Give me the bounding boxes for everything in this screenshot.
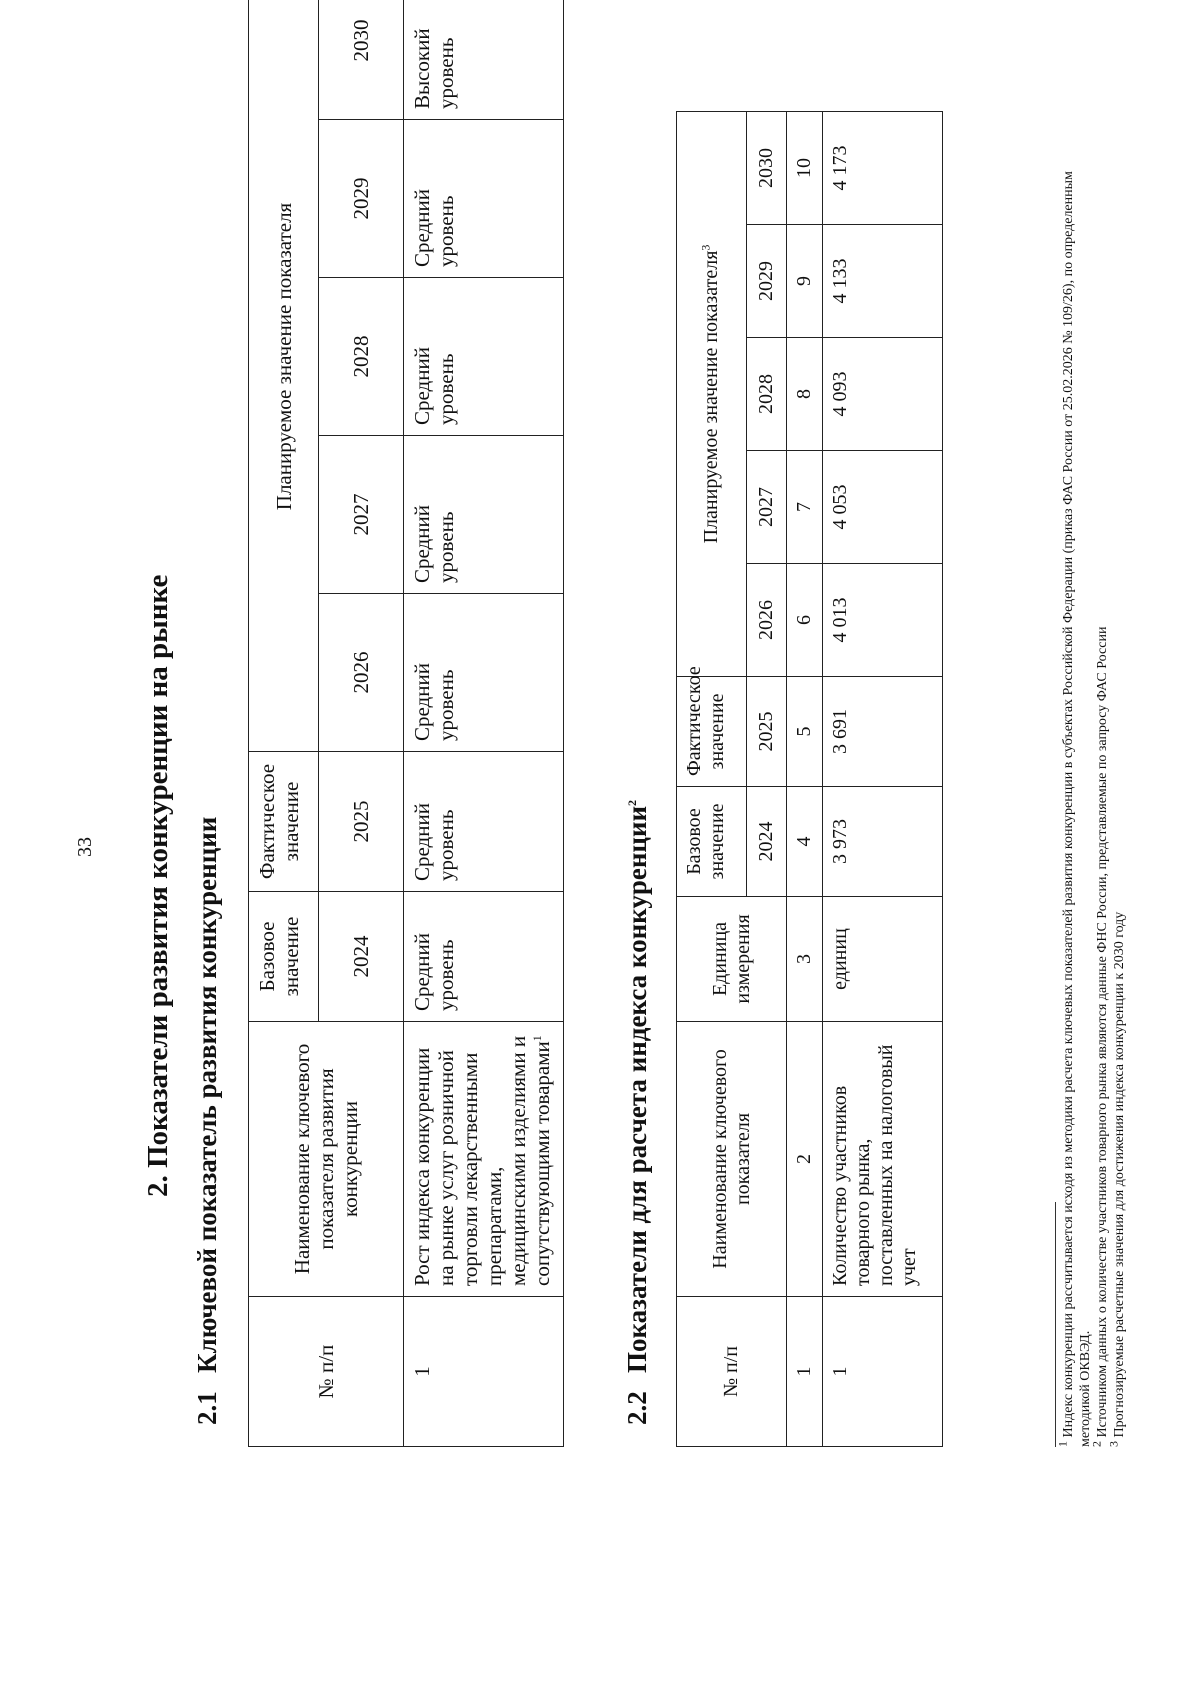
column-index: 4 <box>787 787 823 897</box>
row-number: 1 <box>823 1297 943 1447</box>
year-cell: 2030 <box>319 0 404 120</box>
value-cell: 4 053 <box>823 451 943 564</box>
competition-index-table <box>676 111 943 1447</box>
header-base-value: Базовое значение <box>249 892 319 1022</box>
year-cell: 2026 <box>747 564 787 677</box>
footnote-separator <box>1055 1202 1056 1447</box>
value-cell: Средний уровень <box>404 436 564 594</box>
value-cell: 3 973 <box>823 787 943 897</box>
value-cell: Средний уровень <box>404 594 564 752</box>
header-planned-value <box>677 111 747 676</box>
page-number: 33 <box>74 837 96 857</box>
column-index: 9 <box>787 225 823 338</box>
column-index: 8 <box>787 338 823 451</box>
footnote-ref-1: 1 <box>530 1035 544 1042</box>
header-base-value: Базовое значение <box>677 787 747 897</box>
year-cell: 2027 <box>319 436 404 594</box>
indicator-name: Рост индекса конкуренции на рынке услуг розничной торговли лекарственными препаратами, медицинскими изделиями и сопутствующими товарами <box>410 1035 554 1286</box>
footnotes <box>1055 117 1128 1447</box>
value-cell: 4 013 <box>823 564 943 677</box>
subsection-number: 2.1 <box>192 1391 222 1425</box>
value-cell: 3 691 <box>823 677 943 787</box>
value-cell: Высокий уровень <box>404 0 564 120</box>
footnote-text: Прогнозируемые расчетные значения для достижения индекса конкуренции к 2030 году <box>1112 911 1127 1438</box>
value-cell: 4 173 <box>823 111 943 224</box>
value-cell: Средний уровень <box>404 752 564 892</box>
header-indicator-name: Наименование ключевого показателя развития конкуренции <box>249 1022 404 1297</box>
value-cell: Средний уровень <box>404 892 564 1022</box>
subsection-2-1-title <box>192 817 223 1425</box>
column-index: 1 <box>787 1297 823 1447</box>
year-cell: 2025 <box>319 752 404 892</box>
subsection-number: 2.2 <box>622 1391 652 1425</box>
key-indicator-table <box>248 0 564 1447</box>
header-fact-value: Фактическое значение <box>677 677 747 787</box>
year-cell: 2026 <box>319 594 404 752</box>
column-index: 5 <box>787 677 823 787</box>
header-fact-value: Фактическое значение <box>249 752 319 892</box>
year-cell: 2028 <box>747 338 787 451</box>
header-planned-value: Планируемое значение показателя <box>249 0 319 752</box>
column-index: 2 <box>787 1022 823 1297</box>
footnote-mark: 1 <box>1055 1441 1070 1447</box>
header-num: № п/п <box>249 1297 404 1447</box>
value-cell: Средний уровень <box>404 120 564 278</box>
footnote <box>1055 117 1094 1447</box>
subsection-2-2-title <box>622 800 653 1425</box>
header-indicator-name: Наименование ключевого показателя <box>677 1022 787 1297</box>
indicator-name-cell <box>404 1022 564 1297</box>
year-cell: 2027 <box>747 451 787 564</box>
footnote-ref-2: 2 <box>625 799 639 806</box>
value-cell: 4 133 <box>823 225 943 338</box>
column-index: 3 <box>787 897 823 1022</box>
year-cell: 2030 <box>747 111 787 224</box>
footnote <box>1106 117 1128 1447</box>
subsection-title-text: Ключевой показатель развития конкуренции <box>192 816 222 1373</box>
value-cell: Средний уровень <box>404 278 564 436</box>
value-cell: 4 093 <box>823 338 943 451</box>
row-number: 1 <box>404 1297 564 1447</box>
year-cell: 2025 <box>747 677 787 787</box>
year-cell: 2028 <box>319 278 404 436</box>
subsection-title-text: Показатели для расчета индекса конкуренции <box>622 805 652 1373</box>
year-cell: 2024 <box>319 892 404 1022</box>
year-cell: 2029 <box>319 120 404 278</box>
unit-cell: единиц <box>823 897 943 1022</box>
header-num: № п/п <box>677 1297 787 1447</box>
year-cell: 2029 <box>747 225 787 338</box>
column-index: 10 <box>787 111 823 224</box>
column-index: 6 <box>787 564 823 677</box>
footnote-mark: 2 <box>1089 1441 1104 1447</box>
section-title: 2. Показатели развития конкуренции на рынке <box>142 574 174 1197</box>
planned-value-label: Планируемое значение показателя <box>700 250 722 544</box>
footnote-ref-3: 3 <box>698 244 713 251</box>
footnote-mark: 3 <box>1106 1441 1121 1447</box>
footnote-text: Источником данных о количестве участников товарного рынка являются данные ФНС России, представляемые по запросу ФАС России <box>1095 626 1110 1438</box>
indicator-name: Количество участников товарного рынка, поставленных на налоговый учет <box>823 1022 943 1297</box>
footnote <box>1089 117 1111 1447</box>
header-unit: Единица измерения <box>677 897 787 1022</box>
footnote-text: Индекс конкуренции рассчитывается исходя из методики расчета ключевых показателей развития конкуренции в субъектах Российской Федерации (приказ ФАС России от 25.02.2026 № 109/26), по определенным методикой ОКВЭД. <box>1061 171 1093 1447</box>
year-cell: 2024 <box>747 787 787 897</box>
column-index: 7 <box>787 451 823 564</box>
